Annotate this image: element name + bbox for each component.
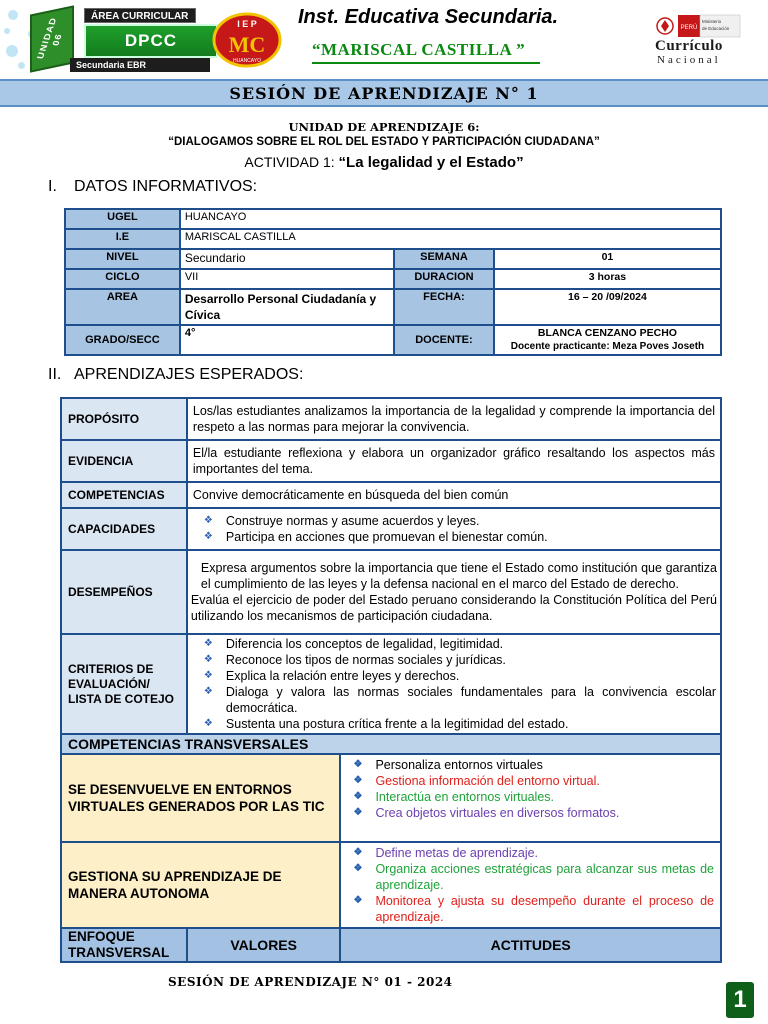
curriculo-title: Currículo — [655, 38, 723, 54]
list-item: ❖ Personaliza entornos virtuales — [353, 757, 720, 773]
desempeno-2: Evalúa el ejercicio de poder del Estado peruano considerando la Constitución Política del Perú utilizando los mecanismos de participación ciudadana. — [190, 593, 717, 623]
area-label: AREA — [65, 289, 180, 325]
ugel-label: UGEL — [65, 209, 180, 229]
list-item: ❖ Monitorea y ajusta su desempeño durante el proceso de aprendizaje. — [353, 893, 714, 925]
desempeno-1: Expresa argumentos sobre la importancia que tiene el Estado como institución que garantiza el cumplimiento de las leyes y la defensa nacional en el marco del Estado de derecho. — [200, 561, 717, 591]
actitudes-header: ACTITUDES — [340, 928, 721, 962]
fecha-value: 16 – 20 /09/2024 — [494, 289, 721, 325]
section-datos-heading: I. DATOS INFORMATIVOS: — [48, 178, 258, 195]
docente-value: BLANCA CENZANO PECHO — [537, 327, 677, 339]
school-type: Inst. Educativa Secundaria. — [298, 6, 559, 28]
list-item: ❖ Explica la relación entre leyes y derechos. — [204, 668, 716, 684]
list-item: ❖ Participa en acciones que promuevan el bienestar común. — [204, 529, 716, 545]
capacidades-label: CAPACIDADES — [61, 508, 187, 550]
unit-badge: UNIDAD 06 — [30, 5, 74, 72]
section-aprendizajes-heading: II. APRENDIZAJES ESPERADOS: — [48, 366, 304, 383]
list-item: ❖ Crea objetos virtuales en diversos formatos. — [353, 805, 720, 821]
ciclo-label: CICLO — [65, 269, 180, 289]
school-underline — [312, 62, 540, 64]
session-banner — [0, 79, 768, 107]
competencias-value: Convive democráticamente en búsqueda del bien común — [187, 482, 721, 508]
activity-line — [0, 154, 768, 171]
proposito-label: PROPÓSITO — [61, 398, 187, 440]
list-item: ❖ Gestiona información del entorno virtual. — [353, 773, 720, 789]
valores-header: VALORES — [187, 928, 341, 962]
datos-table — [64, 208, 722, 356]
criterios-label: CRITERIOS DE EVALUACIÓN/ LISTA DE COTEJO — [61, 634, 187, 734]
tic-list — [341, 757, 720, 821]
svg-text:de Educación: de Educación — [702, 26, 730, 31]
list-item: ❖ Interactúa en entornos virtuales. — [353, 789, 720, 805]
desempenos-label: DESEMPEÑOS — [61, 550, 187, 634]
unit-subtitle: “DIALOGAMOS SOBRE EL ROL DEL ESTADO Y PARTICIPACIÓN CIUDADANA” — [168, 136, 600, 148]
autonoma-label: GESTIONA SU APRENDIZAJE DE MANERA AUTONOMA — [61, 842, 340, 928]
tic-label: SE DESENVUELVE EN ENTORNOS VIRTUALES GENERADOS POR LAS TIC — [61, 754, 340, 842]
nivel-value: Secundario — [180, 249, 394, 269]
svg-text:I E P: I E P — [237, 19, 257, 29]
ugel-value: HUANCAYO — [180, 209, 721, 229]
semana-label: SEMANA — [394, 249, 494, 269]
aprendizajes-table — [60, 397, 722, 963]
nivel-label: NIVEL — [65, 249, 180, 269]
list-item: ❖ Construye normas y asume acuerdos y leyes. — [204, 513, 716, 529]
duracion-value: 3 horas — [494, 269, 721, 289]
session-title: SESIÓN DE APRENDIZAJE N° 1 — [229, 83, 539, 103]
semana-value: 01 — [494, 249, 721, 269]
criterios-list — [192, 636, 716, 732]
unit-title: UNIDAD DE APRENDIZAJE 6: — [288, 120, 480, 134]
activity-name: “La legalidad y el Estado” — [338, 154, 524, 171]
grado-value: 4° — [180, 325, 394, 355]
area-code: DPCC — [84, 24, 218, 58]
area-label: ÁREA CURRICULAR — [84, 8, 196, 23]
grado-label: GRADO/SECC — [65, 325, 180, 355]
level-label: Secundaria EBR — [70, 58, 210, 72]
practicante-value: Docente practicante: Meza Poves Joseth — [510, 341, 705, 352]
ciclo-value: VII — [180, 269, 394, 289]
ie-label: I.E — [65, 229, 180, 249]
svg-text:HUANCAYO: HUANCAYO — [233, 58, 261, 64]
autonoma-list — [341, 845, 714, 925]
page-header — [0, 0, 768, 80]
footer-text: SESIÓN DE APRENDIZAJE N° 01 - 2024 — [168, 975, 453, 989]
list-item: ❖ Sustenta una postura crítica frente a la legitimidad del estado. — [204, 716, 716, 732]
curriculo-subtitle: Nacional — [657, 54, 721, 66]
activity-label: ACTIVIDAD 1: — [244, 154, 335, 170]
list-item: ❖ Define metas de aprendizaje. — [353, 845, 714, 861]
area-value: Desarrollo Personal Ciudadanía y Cívica — [180, 289, 394, 325]
svg-text:MC: MC — [228, 32, 266, 57]
list-item: ❖ Organiza acciones estratégicas para alcanzar sus metas de aprendizaje. — [353, 861, 714, 893]
duracion-label: DURACION — [394, 269, 494, 289]
competencias-label: COMPETENCIAS — [61, 482, 187, 508]
evidencia-label: EVIDENCIA — [61, 440, 187, 482]
list-item: ❖ Dialoga y valora las normas sociales fundamentales para la convivencia escolar democrática. — [204, 684, 716, 716]
page-number: 1 — [726, 982, 754, 1018]
fecha-label: FECHA: — [394, 289, 494, 325]
transversales-header: COMPETENCIAS TRANSVERSALES — [61, 734, 721, 754]
list-item: ❖ Reconoce los tipos de normas sociales y jurídicas. — [204, 652, 716, 668]
enfoque-label: ENFOQUE TRANSVERSAL — [61, 928, 187, 962]
list-item: ❖ Diferencia los conceptos de legalidad, legitimidad. — [204, 636, 716, 652]
school-logo-icon — [212, 12, 282, 68]
capacidades-list — [192, 513, 716, 545]
evidencia-value: El/la estudiante reflexiona y elabora un organizador gráfico resaltando los aspectos más importantes del tema. — [187, 440, 721, 482]
ie-value: MARISCAL CASTILLA — [180, 229, 721, 249]
svg-text:PERÚ: PERÚ — [680, 25, 698, 31]
docente-label: DOCENTE: — [394, 325, 494, 355]
svg-text:Ministerio: Ministerio — [702, 19, 722, 24]
school-name: “MARISCAL CASTILLA ” — [312, 40, 526, 59]
proposito-value: Los/las estudiantes analizamos la importancia de la legalidad y comprende la importancia del respeto a las normas para mejorar la convivencia. — [187, 398, 721, 440]
